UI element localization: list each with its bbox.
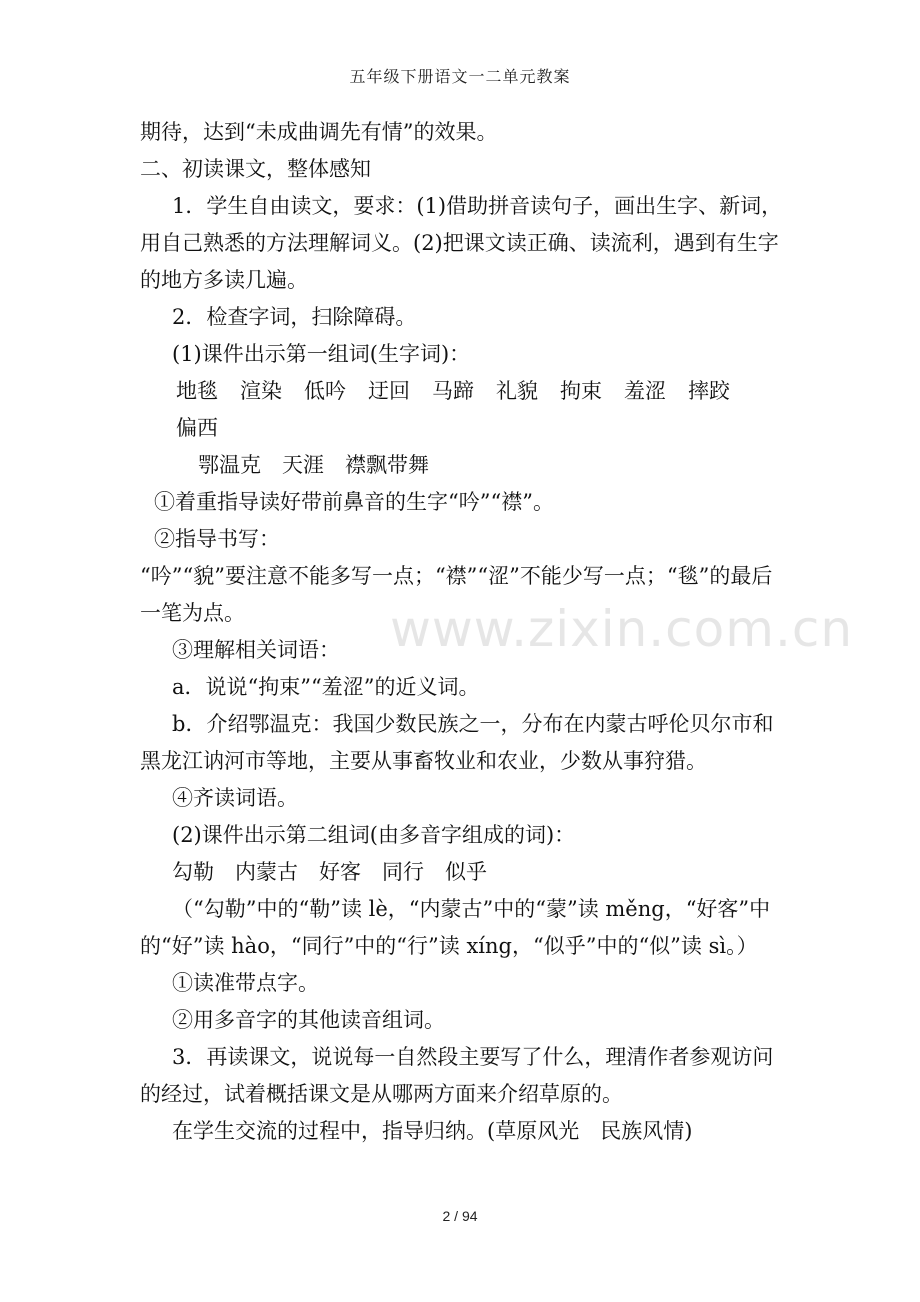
paragraph: 鄂温克 天涯 襟飘带舞	[198, 453, 429, 477]
paragraph: 2．检查字词，扫除障碍。	[172, 305, 417, 329]
vocab-word: 拘束	[560, 379, 602, 403]
paragraph: ②指导书写：	[154, 527, 280, 551]
paragraph: （“勾勒”中的“勒”读 lè，“内蒙古”中的“蒙”读 měng，“好客”中的“好”读 hào，“同行”中的“行”读 xíng，“似乎”中的“似”读 sì。）	[140, 897, 771, 958]
vocab-word: 低吟	[304, 379, 346, 403]
paragraph: ③理解相关词语：	[172, 638, 340, 662]
vocab-word: 偏西	[176, 416, 218, 440]
section-heading: 二、初读课文，整体感知	[140, 157, 371, 181]
vocab-word: 地毯	[176, 379, 218, 403]
document-body	[140, 114, 785, 1150]
page-number: 2 / 94	[442, 1208, 478, 1224]
vocab-word: 马蹄	[432, 379, 474, 403]
vocab-word: 礼貌	[496, 379, 538, 403]
paragraph: 3．再读课文，说说每一自然段主要写了什么，理清作者参观访问的经过，试着概括课文是从哪两方面来介绍草原的。	[140, 1045, 774, 1106]
vocab-word: 迂回	[368, 379, 410, 403]
paragraph: ②用多音字的其他读音组词。	[172, 1008, 445, 1032]
word-group-1	[140, 373, 785, 410]
paragraph: 在学生交流的过程中，指导归纳。(草原风光 民族风情)	[172, 1119, 693, 1143]
paragraph: ①着重指导读好带前鼻音的生字“吟”“襟”。	[154, 490, 554, 514]
page-header: 五年级下册语文一二单元教案	[349, 67, 571, 86]
paragraph: (2)课件出示第二组词(由多音字组成的词)：	[172, 823, 576, 847]
paragraph: (1)课件出示第一组词(生字词)：	[172, 342, 471, 366]
paragraph: “吟”“貌”要注意不能多写一点；“襟”“涩”不能少写一点；“毯”的最后一笔为点。	[140, 564, 773, 625]
word-group-2: 勾勒 内蒙古 好客 同行 似乎	[172, 860, 487, 884]
paragraph: ④齐读词语。	[172, 786, 298, 810]
watermark: www.zixin.com.cn	[390, 600, 854, 658]
paragraph: b．介绍鄂温克：我国少数民族之一，分布在内蒙古呼伦贝尔市和黑龙江讷河市等地，主要从事畜牧业和农业，少数从事狩猎。	[140, 712, 774, 773]
vocab-word: 摔跤	[688, 379, 730, 403]
paragraph: 1．学生自由读文，要求：(1)借助拼音读句子，画出生字、新词，用自己熟悉的方法理解词义。(2)把课文读正确、读流利，遇到有生字的地方多读几遍。	[140, 194, 783, 292]
paragraph: 期待，达到“未成曲调先有情”的效果。	[140, 120, 498, 144]
vocab-word: 羞涩	[624, 379, 666, 403]
paragraph: ①读准带点字。	[172, 971, 319, 995]
vocab-word: 渲染	[240, 379, 282, 403]
paragraph: a．说说“拘束”“羞涩”的近义词。	[172, 675, 480, 699]
